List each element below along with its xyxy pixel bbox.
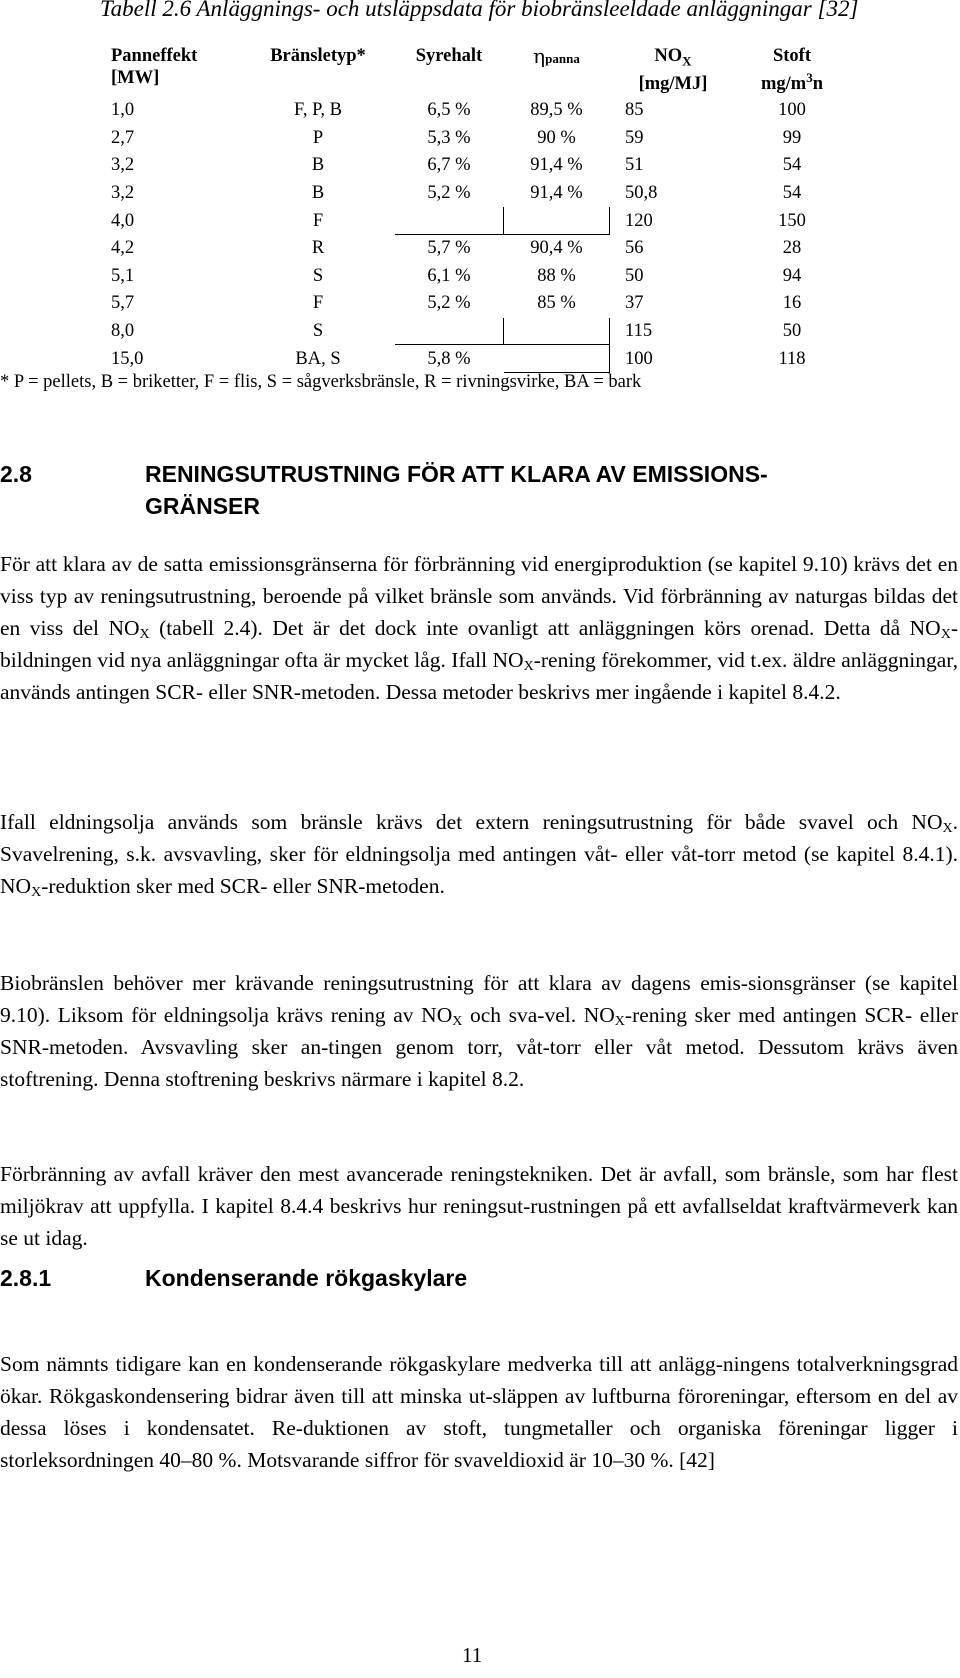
header-oxygen (395, 45, 504, 97)
section-number: 2.8 (0, 461, 32, 487)
paragraph-4: Förbränning av avfall kräver den mest avancerade reningstekniken. Det är avfall, som bränsle, som har flest miljökrav att uppfylla. I kapitel 8.4.4 beskrivs hur reningsut-rustningen på ett avfallseldat kraftvärmeverk kan se ut idag. (0, 1162, 958, 1250)
subsection-number: 2.8.1 (0, 1265, 52, 1291)
section-title-line2: GRÄNSER (145, 493, 261, 519)
cell-nox: 85 (625, 100, 644, 121)
cell-fuel: S (312, 265, 324, 286)
cell-dust: 54 (782, 183, 802, 204)
header-power (105, 45, 242, 97)
table-footnote: * P = pellets, B = briketter, F = flis, S = sågverksbränsle, R = rivningsvirke, BA = bark (0, 372, 642, 392)
header-efficiency (504, 45, 610, 97)
para3-part-b: och sva-vel. NO (462, 1003, 615, 1027)
header-power-unit: [MW] (111, 68, 160, 88)
cell-efficiency (504, 207, 610, 235)
table-row (105, 97, 848, 125)
cell-dust: 100 (778, 100, 806, 121)
cell-efficiency: 85 % (537, 293, 576, 314)
cell-nox: 115 (625, 321, 653, 342)
header-oxygen-label: Syrehalt (415, 46, 483, 66)
cell-efficiency: 90 % (537, 127, 576, 148)
cell-dust: 50 (782, 321, 802, 342)
cell-fuel: BA, S (295, 348, 341, 369)
cell-fuel: R (311, 238, 325, 259)
cell-efficiency (504, 317, 610, 345)
cell-nox: 120 (625, 210, 653, 231)
cell-dust: 99 (782, 127, 802, 148)
cell-oxygen: 5,8 % (427, 348, 471, 369)
table-row (105, 290, 848, 318)
subsection-heading (0, 1265, 467, 1292)
para2-part-b: . Svavelrening, s.k. avsvavling, sker för eldningsolja med antingen våt- eller våt-torr metod (se kapitel 8.4.1). NO (0, 810, 958, 898)
cell-power: 5,7 (111, 293, 135, 314)
paragraph-1 (0, 548, 958, 708)
table-row (105, 124, 848, 152)
cell-efficiency: 91,4 % (530, 183, 583, 204)
cell-nox: 100 (625, 348, 653, 369)
table-row (105, 317, 848, 345)
cell-oxygen (395, 207, 504, 235)
cell-fuel: F (312, 293, 324, 314)
cell-fuel: B (311, 155, 325, 176)
cell-nox: 56 (625, 238, 644, 259)
subscript-x: X (139, 627, 150, 642)
section-title-line1: RENINGSUTRUSTNING FÖR ATT KLARA AV EMISSIONS- (145, 461, 768, 487)
header-dust-unit: mg/m (760, 74, 807, 95)
header-nox-subscript: X (682, 53, 692, 69)
table-caption: Tabell 2.6 Anläggnings- och utsläppsdata för biobränsleeldade anläggningar [32] (100, 0, 859, 21)
cell-efficiency: 89,5 % (530, 100, 583, 121)
subscript-x: X (940, 627, 951, 642)
header-fuel (242, 45, 395, 97)
section-heading (0, 458, 768, 522)
cell-dust: 150 (778, 210, 806, 231)
emissions-table (104, 44, 848, 373)
cell-oxygen: 6,1 % (427, 265, 471, 286)
cell-dust: 28 (782, 238, 802, 259)
para2-part-c: -reduktion sker med SCR- eller SNR-metoden. (41, 874, 445, 898)
cell-fuel: B (311, 183, 325, 204)
para3-part-a: Biobränslen behöver mer krävande reningsutrustning för att klara av dagens emis-sionsgränser (se kapitel 9.10). Liksom för eldningsolja krävs rening av NO (0, 971, 958, 1027)
cell-nox: 59 (625, 127, 644, 148)
cell-efficiency: 90,4 % (530, 238, 583, 259)
cell-oxygen: 5,7 % (427, 238, 471, 259)
eta-symbol: η (533, 44, 546, 68)
table-row (105, 152, 848, 180)
paragraph-5: Som nämnts tidigare kan en kondenserande rökgaskylare medverka till att anlägg-ningens totalverkningsgrad ökar. Rökgaskondensering bidrar även till att minska ut-släppen av luftburna föroreningar, eftersom en del av dessa löses i kondensatet. Re-duktionen av stoft, tungmetaller och organiska föreningar ligger i storleksordningen 40–80 %. Motsvarande siffror för svaveldioxid är 10–30 %. [42] (0, 1352, 958, 1472)
cell-power: 3,2 (111, 183, 135, 204)
header-nox (610, 45, 737, 97)
cell-dust: 118 (778, 348, 806, 369)
table-row (105, 207, 848, 235)
cell-oxygen: 6,5 % (427, 100, 471, 121)
cell-efficiency: 88 % (537, 265, 576, 286)
cell-power: 4,2 (111, 238, 135, 259)
header-power-label: Panneffekt (111, 46, 198, 66)
subscript-x: X (452, 1014, 463, 1029)
cell-fuel: F, P, B (294, 100, 342, 121)
table-header-row (105, 45, 848, 97)
para1-part-d: -rening förekommer, vid t.ex. äldre anläggningar, används antingen SCR- eller SNR-metoden. Dessa metoder beskrivs mer ingående i kapitel 8.4.2. (0, 648, 958, 704)
cell-efficiency: 91,4 % (530, 155, 583, 176)
subscript-x: X (523, 659, 534, 674)
cell-oxygen (395, 317, 504, 345)
cell-power: 15,0 (111, 348, 144, 369)
cell-nox: 37 (625, 293, 644, 314)
header-nox-unit: [mg/MJ] (638, 73, 708, 94)
cell-dust: 54 (782, 155, 802, 176)
cell-power: 2,7 (111, 127, 135, 148)
cell-fuel: S (312, 321, 324, 342)
page-number: 11 (462, 1643, 483, 1667)
subscript-x: X (614, 1014, 625, 1029)
cell-fuel: F (312, 210, 324, 231)
cell-oxygen: 5,2 % (427, 183, 471, 204)
table-row (105, 234, 848, 262)
cell-oxygen: 5,3 % (427, 127, 471, 148)
cell-nox: 51 (625, 155, 644, 176)
header-nox-label: NO (654, 46, 683, 66)
cell-power: 3,2 (111, 155, 135, 176)
cell-power: 1,0 (111, 100, 135, 121)
cell-nox: 50 (625, 265, 644, 286)
header-dust-unit-sup: 3 (806, 70, 813, 85)
cell-dust: 16 (782, 293, 802, 314)
subscript-x: X (31, 885, 42, 900)
paragraph-3 (0, 967, 958, 1095)
para1-part-c: -bildningen vid nya anläggningar ofta är mycket låg. Ifall NO (0, 616, 958, 672)
cell-power: 4,0 (111, 210, 135, 231)
header-dust (737, 45, 848, 97)
table-row (105, 262, 848, 290)
subscript-x: X (942, 821, 953, 836)
cell-oxygen: 6,7 % (427, 155, 471, 176)
eta-subscript: panna (545, 51, 580, 66)
para2-part-a: Ifall eldningsolja används som bränsle krävs det extern reningsutrustning för både svavel och NO (0, 810, 943, 834)
para3-part-c: -rening sker med antingen SCR- eller SNR-metoden. Avsvavling sker an-tingen genom torr, våt-torr eller våt metod. Dessutom krävs även stoftrening. Denna stoftrening beskrivs närmare i kapitel 8.2. (0, 1003, 958, 1091)
para1-part-a: För att klara av de satta emissionsgränserna för förbränning vid energiproduktion (se kapitel 9.10) krävs det en viss typ av reningsutrustning, beroende på vilket bränsle som används. Vid förbränning av naturgas bildas det en viss del NO (0, 552, 958, 640)
cell-power: 5,1 (111, 265, 135, 286)
para1-part-b: (tabell 2.4). Det är det dock inte ovanligt att anläggningen körs orenad. Detta då NO (149, 616, 941, 640)
table-row (105, 345, 848, 373)
subsection-title: Kondenserande rökgaskylare (145, 1265, 468, 1291)
table-body (105, 97, 848, 373)
paragraph-2 (0, 806, 958, 902)
cell-fuel: P (312, 127, 324, 148)
cell-efficiency (504, 345, 610, 373)
cell-dust: 94 (782, 265, 802, 286)
table-row (105, 179, 848, 207)
header-dust-unit-n: n (812, 74, 823, 95)
header-fuel-label: Bränsletyp* (270, 46, 366, 66)
cell-oxygen: 5,2 % (427, 293, 471, 314)
header-dust-label: Stoft (772, 46, 812, 66)
cell-power: 8,0 (111, 321, 135, 342)
cell-nox: 50,8 (625, 183, 658, 204)
